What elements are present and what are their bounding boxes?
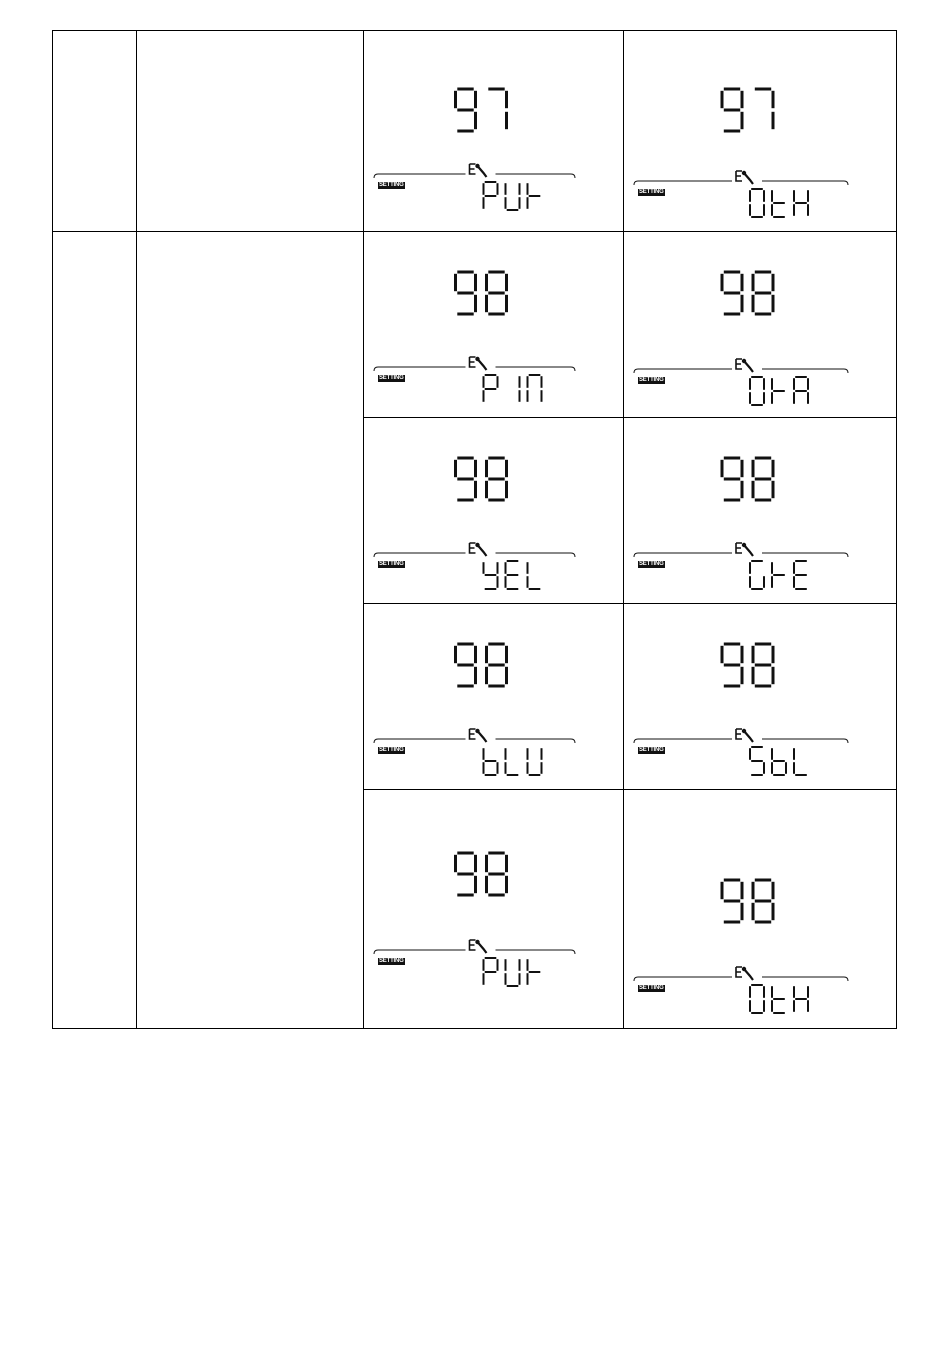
setting-bracket-left bbox=[634, 181, 732, 185]
lcd-option-cell bbox=[624, 790, 897, 1029]
lcd-display bbox=[364, 418, 623, 603]
value-char bbox=[506, 561, 519, 589]
lcd-option-cell bbox=[364, 418, 624, 604]
lcd-display bbox=[364, 232, 623, 417]
lcd-graphic bbox=[364, 790, 623, 1028]
value-char bbox=[528, 375, 542, 402]
setting-badge: SETTING bbox=[379, 182, 404, 188]
setting-bracket-right bbox=[496, 553, 576, 557]
table-row bbox=[53, 31, 897, 232]
wrench-setting-icon bbox=[470, 940, 487, 953]
setting-badge: SETTING bbox=[379, 747, 404, 753]
lcd-display bbox=[624, 790, 896, 1028]
value-char bbox=[794, 377, 808, 404]
wrench-setting-icon bbox=[736, 967, 753, 980]
lcd-graphic bbox=[624, 604, 896, 789]
code-digit bbox=[753, 458, 773, 500]
setting-bracket-right bbox=[762, 181, 848, 185]
code-digit bbox=[722, 458, 742, 500]
setting-badge: SETTING bbox=[379, 958, 404, 964]
wrench-setting-icon bbox=[736, 171, 753, 184]
value-char bbox=[794, 748, 807, 775]
lcd-option-cell bbox=[624, 232, 897, 418]
code-digit bbox=[456, 853, 476, 895]
setting-bracket-right bbox=[762, 369, 848, 373]
setting-badge: SETTING bbox=[379, 375, 404, 381]
value-char bbox=[484, 958, 498, 985]
setting-badge: SETTING bbox=[639, 747, 664, 753]
value-char bbox=[506, 748, 519, 775]
code-digit bbox=[456, 458, 476, 500]
value-char bbox=[484, 182, 498, 209]
lcd-graphic bbox=[364, 232, 623, 417]
lcd-display bbox=[364, 604, 623, 789]
code-digit bbox=[753, 880, 773, 922]
setting-badge: SETTING bbox=[379, 561, 404, 567]
code-digit bbox=[487, 272, 507, 314]
value-char bbox=[794, 986, 808, 1012]
code-digit bbox=[722, 880, 742, 922]
value-char bbox=[484, 748, 498, 775]
value-char bbox=[750, 985, 764, 1013]
lcd-display bbox=[624, 232, 896, 417]
setting-badge: SETTING bbox=[639, 189, 664, 195]
setting-bracket-right bbox=[762, 739, 848, 743]
setting-bracket-right bbox=[496, 950, 576, 954]
setting-badge: SETTING bbox=[639, 561, 664, 567]
code-digit bbox=[488, 89, 506, 129]
code-digit bbox=[487, 853, 507, 895]
wrench-setting-icon bbox=[470, 543, 487, 556]
lcd-graphic bbox=[624, 232, 896, 417]
lcd-display bbox=[624, 604, 896, 789]
lcd-option-cell bbox=[624, 418, 897, 604]
lcd-display bbox=[364, 31, 623, 231]
lcd-option-cell bbox=[364, 31, 624, 232]
lcd-graphic bbox=[364, 418, 623, 603]
lcd-option-cell bbox=[624, 604, 897, 790]
value-char bbox=[772, 748, 786, 775]
setting-badge: SETTING bbox=[639, 985, 664, 991]
code-digit bbox=[753, 644, 773, 686]
setting-bracket-right bbox=[496, 367, 576, 371]
value-char bbox=[528, 959, 541, 985]
code-digit bbox=[722, 89, 742, 131]
setting-bracket-left bbox=[634, 553, 732, 557]
code-digit bbox=[456, 644, 476, 686]
setting-badge: SETTING bbox=[639, 377, 664, 383]
setting-number-cell bbox=[53, 31, 137, 232]
value-char bbox=[772, 562, 785, 588]
setting-bracket-right bbox=[496, 739, 576, 743]
wrench-setting-icon bbox=[736, 359, 753, 372]
wrench-setting-icon bbox=[736, 729, 753, 742]
value-char bbox=[506, 183, 520, 210]
value-char bbox=[528, 748, 542, 775]
lcd-option-cell bbox=[364, 604, 624, 790]
setting-bracket-left bbox=[374, 739, 466, 743]
value-char bbox=[772, 986, 785, 1013]
wrench-setting-icon bbox=[470, 729, 487, 742]
value-char bbox=[484, 375, 498, 402]
table-row bbox=[53, 232, 897, 418]
settings-table bbox=[52, 30, 897, 1029]
setting-bracket-right bbox=[762, 553, 848, 557]
wrench-setting-icon bbox=[470, 164, 487, 177]
lcd-display bbox=[624, 31, 896, 231]
value-char bbox=[772, 190, 785, 217]
wrench-setting-icon bbox=[470, 357, 487, 370]
value-char bbox=[484, 562, 498, 589]
code-digit bbox=[487, 644, 507, 686]
value-char bbox=[750, 377, 764, 405]
lcd-display bbox=[624, 418, 896, 603]
value-char bbox=[750, 189, 764, 217]
code-digit bbox=[722, 644, 742, 686]
setting-description-cell bbox=[137, 232, 364, 1029]
value-char bbox=[750, 561, 764, 589]
value-char bbox=[528, 183, 541, 209]
setting-bracket-left bbox=[374, 174, 466, 178]
value-char bbox=[772, 378, 785, 404]
code-digit bbox=[753, 272, 773, 314]
value-char bbox=[794, 561, 807, 589]
setting-bracket-left bbox=[634, 739, 732, 743]
wrench-setting-icon bbox=[736, 543, 753, 556]
lcd-option-cell bbox=[364, 232, 624, 418]
setting-bracket-right bbox=[496, 174, 576, 178]
setting-bracket-left bbox=[374, 553, 466, 557]
lcd-graphic bbox=[624, 31, 896, 231]
code-digit bbox=[456, 272, 476, 314]
setting-description-cell bbox=[137, 31, 364, 232]
code-digit bbox=[722, 272, 742, 314]
code-digit bbox=[487, 458, 507, 500]
lcd-graphic bbox=[624, 418, 896, 603]
lcd-option-cell bbox=[364, 790, 624, 1029]
value-char bbox=[750, 747, 764, 775]
value-char bbox=[528, 562, 541, 589]
value-char bbox=[506, 959, 520, 986]
lcd-graphic bbox=[624, 790, 896, 1028]
code-digit bbox=[755, 89, 773, 129]
lcd-graphic bbox=[364, 604, 623, 789]
setting-bracket-right bbox=[762, 977, 848, 981]
setting-bracket-left bbox=[634, 369, 732, 373]
setting-bracket-left bbox=[374, 367, 466, 371]
value-char bbox=[794, 190, 808, 216]
lcd-option-cell bbox=[624, 31, 897, 232]
setting-number-cell bbox=[53, 232, 137, 1029]
setting-bracket-left bbox=[634, 977, 732, 981]
code-digit bbox=[456, 89, 476, 131]
lcd-display bbox=[364, 790, 623, 1028]
setting-bracket-left bbox=[374, 950, 466, 954]
lcd-graphic bbox=[364, 31, 623, 231]
